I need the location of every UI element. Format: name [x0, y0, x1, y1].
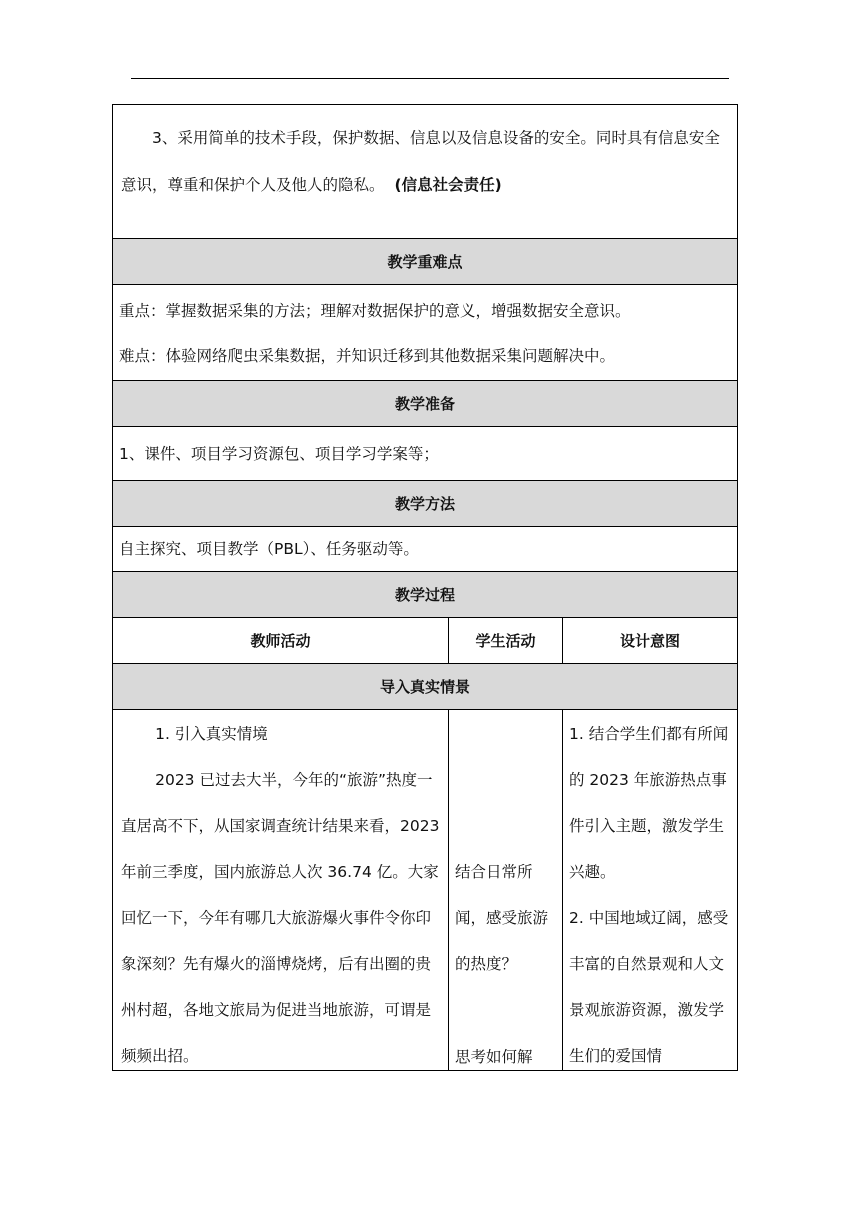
teacher-step-text: 2023 已过去大半，今年的“旅游”热度一直居高不下，从国家调查统计结果来看，2023 年前三季度，国内旅游总人次 36.74 亿。大家回忆一下，今年有哪几大旅游爆火事件令你印象深刻？先有爆火的淄博烧烤，后有出圈的贵州村超，各地文旅局为促进当地旅游，可谓是频频出招。 [121, 771, 440, 1065]
header-rule [131, 78, 729, 79]
teacher-activity-cell [113, 710, 449, 1070]
design-intent-cell [563, 710, 737, 1070]
lesson-plan-table [112, 104, 738, 1071]
preparation-heading: 教学准备 [113, 380, 737, 426]
teacher-step-title: 1. 引入真实情境 [155, 725, 268, 743]
design-intent-1: 1. 结合学生们都有所闻的 2023 年旅游热点事件引入主题，激发学生兴趣。 [569, 725, 729, 881]
key-point: 重点：掌握数据采集的方法；理解对数据保护的意义，增强数据安全意识。 [119, 302, 631, 320]
process-body-row [113, 709, 737, 1070]
methods-heading: 教学方法 [113, 480, 737, 526]
objective-row [113, 105, 737, 238]
student-activity-1: 结合日常所闻，感受旅游的热度？ [455, 863, 549, 973]
key-difficult-row [113, 284, 737, 380]
section-heading: 导入真实情景 [113, 663, 737, 709]
key-difficult-heading: 教学重难点 [113, 238, 737, 284]
methods-text: 自主探究、项目教学（PBL）、任务驱动等。 [113, 526, 737, 571]
preparation-text: 1、课件、项目学习资源包、项目学习学案等； [113, 426, 737, 480]
objective-tag: (信息社会责任) [394, 176, 502, 194]
objective-text: 3、采用简单的技术手段，保护数据、信息以及信息设备的安全。同时具有信息安全意识，尊重和保护个人及他人的隐私。 [121, 129, 720, 194]
process-column-headers [113, 617, 737, 663]
student-activity-cell [449, 710, 563, 1070]
process-heading: 教学过程 [113, 571, 737, 617]
difficult-point: 难点：体验网络爬虫采集数据，并知识迁移到其他数据采集问题解决中。 [119, 347, 616, 365]
design-intent-2: 2. 中国地域辽阔，感受丰富的自然景观和人文景观旅游资源，激发学生们的爱国情 [569, 909, 729, 1065]
column-teacher-activity: 教师活动 [113, 618, 449, 663]
column-design-intent: 设计意图 [619, 632, 680, 650]
student-activity-2: 思考如何解 [455, 1048, 533, 1066]
objective-paragraph [121, 115, 729, 209]
column-student-activity: 学生活动 [449, 618, 563, 663]
